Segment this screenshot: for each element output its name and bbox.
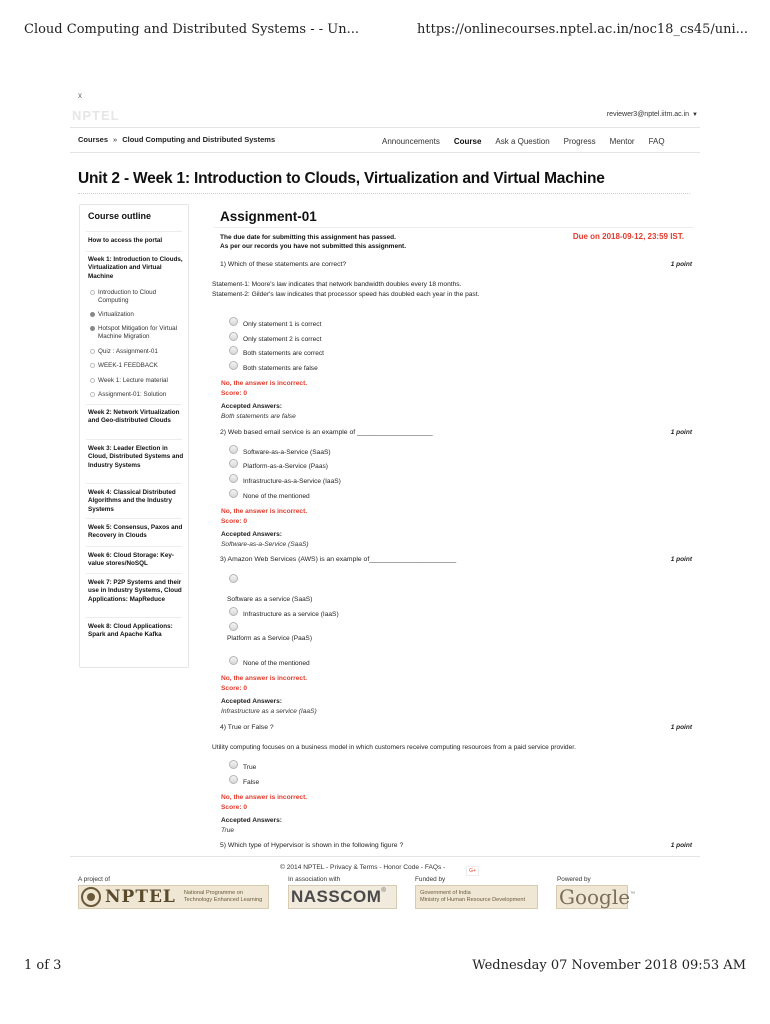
footer-funded-caption: Funded by — [415, 876, 446, 883]
question-4-statement: Utility computing focuses on a business model in which customers receive computing resources from a paid service provider. — [212, 744, 576, 751]
question-1-points: 1 point — [670, 261, 692, 268]
nav-announcements[interactable]: Announcements — [382, 137, 440, 146]
assignment-title: Assignment-01 — [220, 209, 317, 224]
footer-powered-caption: Powered by — [557, 876, 591, 883]
due-date: Due on 2018-09-12, 23:59 IST. — [572, 232, 684, 241]
q3-option-1-radio[interactable] — [229, 578, 243, 583]
q2-accepted-label: Accepted Answers: — [221, 531, 282, 538]
radio-button[interactable] — [229, 445, 238, 454]
q2-option-3[interactable]: Infrastructure-as-a-Service (IaaS) — [229, 478, 341, 485]
q2-score: Score: 0 — [221, 518, 248, 525]
circle-empty-icon — [90, 349, 95, 354]
circle-empty-icon — [90, 290, 95, 295]
print-page-url: https://onlinecourses.nptel.ac.in/noc18_cs45/uni... — [417, 22, 749, 37]
question-1-statement-2: Statement-2: Gilder's law indicates that processor speed has doubled each year in the past. — [212, 291, 480, 298]
breadcrumb-separator: » — [113, 135, 118, 144]
footer-divider — [70, 856, 700, 857]
sidebar-subitem-feedback[interactable]: WEEK-1 FEEDBACK — [90, 362, 186, 370]
question-3-points: 1 point — [670, 556, 692, 563]
radio-button[interactable] — [229, 656, 238, 665]
question-2: 2) Web based email service is an example of ____________________ — [220, 429, 433, 436]
nav-mentor[interactable]: Mentor — [609, 137, 635, 146]
radio-button[interactable] — [229, 775, 238, 784]
user-email: reviewer3@nptel.iitm.ac.in — [606, 111, 690, 118]
q1-accepted-answer: Both statements are false — [221, 413, 296, 420]
google-plus-icon[interactable]: G+ — [466, 866, 479, 876]
user-menu[interactable] — [607, 111, 698, 118]
radio-button[interactable] — [229, 474, 238, 483]
title-divider — [78, 193, 690, 194]
radio-button[interactable] — [229, 317, 238, 326]
not-submitted-notice: As per our records you have not submitted this assignment. — [220, 243, 407, 250]
breadcrumb-courses-link[interactable]: Courses — [78, 135, 109, 144]
top-nav — [382, 137, 679, 146]
question-1: 1) Which of these statements are correct? — [220, 261, 347, 268]
radio-button[interactable] — [229, 607, 238, 616]
nptel-logo[interactable]: NPTEL — [72, 108, 120, 123]
q4-accepted-answer: True — [221, 827, 235, 834]
sidebar-item-week7[interactable]: Week 7: P2P Systems and their use in Industry Systems, Cloud Applications: MapReduce — [88, 579, 182, 603]
header-divider — [70, 127, 700, 128]
q1-feedback: No, the answer is incorrect. — [221, 380, 308, 387]
circle-filled-icon — [90, 326, 95, 331]
circle-empty-icon — [90, 378, 95, 383]
question-1-statement-1: Statement-1: Moore's law indicates that network bandwidth doubles every 18 months. — [212, 281, 462, 288]
gov-india-footer-logo[interactable]: Government of India Ministry of Human Resource Development — [415, 885, 538, 909]
radio-button[interactable] — [229, 622, 238, 631]
sidebar-divider — [86, 518, 182, 519]
nav-divider — [70, 152, 700, 153]
sidebar-divider — [86, 439, 182, 440]
radio-button[interactable] — [229, 459, 238, 468]
circle-filled-icon — [90, 312, 95, 317]
q2-option-2[interactable]: Platform-as-a-Service (Paas) — [229, 463, 328, 470]
q1-option-2[interactable]: Only statement 2 is correct — [229, 336, 321, 343]
q4-feedback: No, the answer is incorrect. — [221, 794, 308, 801]
google-footer-logo[interactable]: Google ™ — [556, 885, 628, 909]
nptel-emblem-icon — [81, 887, 101, 907]
question-5: 5) Which type of Hypervisor is shown in the following figure ? — [220, 842, 404, 849]
question-5-points: 1 point — [670, 842, 692, 849]
q1-score: Score: 0 — [221, 390, 248, 397]
caret-down-icon: ▼ — [692, 112, 698, 118]
circle-empty-icon — [90, 363, 95, 368]
footer-project-caption: A project of — [78, 876, 110, 883]
sidebar-title: Course outline — [88, 211, 152, 221]
q2-option-4[interactable]: None of the mentioned — [229, 493, 310, 500]
nasscom-footer-logo[interactable]: NASSCOM ® — [288, 885, 397, 909]
radio-button[interactable] — [229, 361, 238, 370]
circle-empty-icon — [90, 392, 95, 397]
sidebar-subitem-intro[interactable]: Introduction to Cloud Computing — [90, 289, 186, 306]
close-icon[interactable]: x — [78, 91, 82, 100]
q3-score: Score: 0 — [221, 685, 248, 692]
breadcrumb — [78, 135, 275, 144]
sidebar-item-week1[interactable]: Week 1: Introduction to Clouds, Virtualization and Virtual Machine — [88, 256, 183, 280]
footer-association-caption: In association with — [288, 876, 341, 883]
sidebar-item-how-to[interactable]: How to access the portal — [88, 237, 163, 244]
assignment-divider — [214, 227, 694, 228]
radio-button[interactable] — [229, 346, 238, 355]
q3-option-1-label: Software as a service (SaaS) — [227, 596, 313, 603]
q4-option-true[interactable]: True — [229, 764, 256, 771]
sidebar-divider — [86, 573, 182, 574]
nptel-footer-logo[interactable]: NPTEL National Programme on Technology Enhanced Learning — [78, 885, 269, 909]
course-outline-sidebar — [79, 204, 189, 668]
radio-button[interactable] — [229, 489, 238, 498]
page-title: Unit 2 - Week 1: Introduction to Clouds, Virtualization and Virtual Machine — [78, 170, 605, 187]
sidebar-item-week8[interactable]: Week 8: Cloud Applications: Spark and Apache Kafka — [88, 623, 173, 639]
q1-option-4[interactable]: Both statements are false — [229, 365, 318, 372]
q3-accepted-label: Accepted Answers: — [221, 698, 282, 705]
print-datetime: Wednesday 07 November 2018 09:53 AM — [472, 958, 746, 973]
q2-option-1[interactable]: Software-as-a-Service (SaaS) — [229, 449, 331, 456]
sidebar-divider — [86, 231, 182, 232]
q3-option-2[interactable]: Infrastructure as a service (IaaS) — [229, 611, 339, 618]
q1-accepted-label: Accepted Answers: — [221, 403, 282, 410]
sidebar-item-week6[interactable]: Week 6: Cloud Storage: Key-value stores/NoSQL — [88, 552, 174, 568]
q4-option-false[interactable]: False — [229, 779, 259, 786]
nav-progress[interactable]: Progress — [563, 137, 596, 146]
question-2-points: 1 point — [670, 429, 692, 436]
breadcrumb-course-link[interactable]: Cloud Computing and Distributed Systems — [122, 135, 276, 144]
q3-option-3-radio[interactable] — [229, 626, 243, 631]
sidebar-divider — [86, 617, 182, 618]
question-4-points: 1 point — [670, 724, 692, 731]
radio-button[interactable] — [229, 332, 238, 341]
sidebar-item-week4[interactable]: Week 4: Classical Distributed Algorithms and the Industry Systems — [88, 489, 176, 513]
q3-accepted-answer: Infrastructure as a service (IaaS) — [221, 708, 317, 715]
sidebar-subitem-solution[interactable]: Assignment-01: Solution — [90, 391, 186, 399]
sidebar-subitem-quiz[interactable]: Quiz : Assignment-01 — [90, 348, 186, 356]
question-3: 3) Amazon Web Services (AWS) is an example of_______________________ — [220, 556, 457, 563]
sidebar-subitem-lecture-material[interactable]: Week 1: Lecture material — [90, 377, 186, 385]
sidebar-subitem-virtualization[interactable]: Virtualization — [90, 311, 186, 319]
sidebar-divider — [86, 483, 182, 484]
sidebar-item-week5[interactable]: Week 5: Consensus, Paxos and Recovery in Clouds — [88, 524, 183, 540]
q3-feedback: No, the answer is incorrect. — [221, 675, 308, 682]
q2-accepted-answer: Software-as-a-Service (SaaS) — [221, 541, 309, 548]
radio-button[interactable] — [229, 574, 238, 583]
nav-faq[interactable]: FAQ — [648, 137, 665, 146]
sidebar-divider — [86, 404, 182, 405]
nav-course[interactable]: Course — [453, 137, 482, 146]
q1-option-1[interactable]: Only statement 1 is correct — [229, 321, 321, 328]
q4-score: Score: 0 — [221, 804, 248, 811]
q3-option-4[interactable]: None of the mentioned — [229, 660, 310, 667]
footer-links[interactable]: © 2014 NPTEL - Privacy & Terms - Honor Code - FAQs - — [280, 864, 446, 871]
sidebar-subitem-hotspot[interactable]: Hotspot Mitigation for Virtual Machine Migration — [90, 325, 186, 342]
q4-accepted-label: Accepted Answers: — [221, 817, 282, 824]
print-page-title: Cloud Computing and Distributed Systems - - Un... — [24, 22, 359, 37]
sidebar-item-week2[interactable]: Week 2: Network Virtualization and Geo-distributed Clouds — [88, 409, 180, 425]
print-page-number: 1 of 3 — [24, 958, 62, 973]
q1-option-3[interactable]: Both statements are correct — [229, 350, 324, 357]
nav-ask-question[interactable]: Ask a Question — [495, 137, 550, 146]
radio-button[interactable] — [229, 760, 238, 769]
q3-option-3-label: Platform as a Service (PaaS) — [227, 635, 313, 642]
q2-feedback: No, the answer is incorrect. — [221, 508, 308, 515]
due-passed-notice: The due date for submitting this assignment has passed. — [220, 234, 396, 241]
question-4: 4) True or False ? — [220, 724, 274, 731]
sidebar-divider — [86, 546, 182, 547]
sidebar-divider — [86, 251, 182, 252]
sidebar-item-week3[interactable]: Week 3: Leader Election in Cloud, Distributed Systems and Industry Systems — [88, 445, 184, 469]
